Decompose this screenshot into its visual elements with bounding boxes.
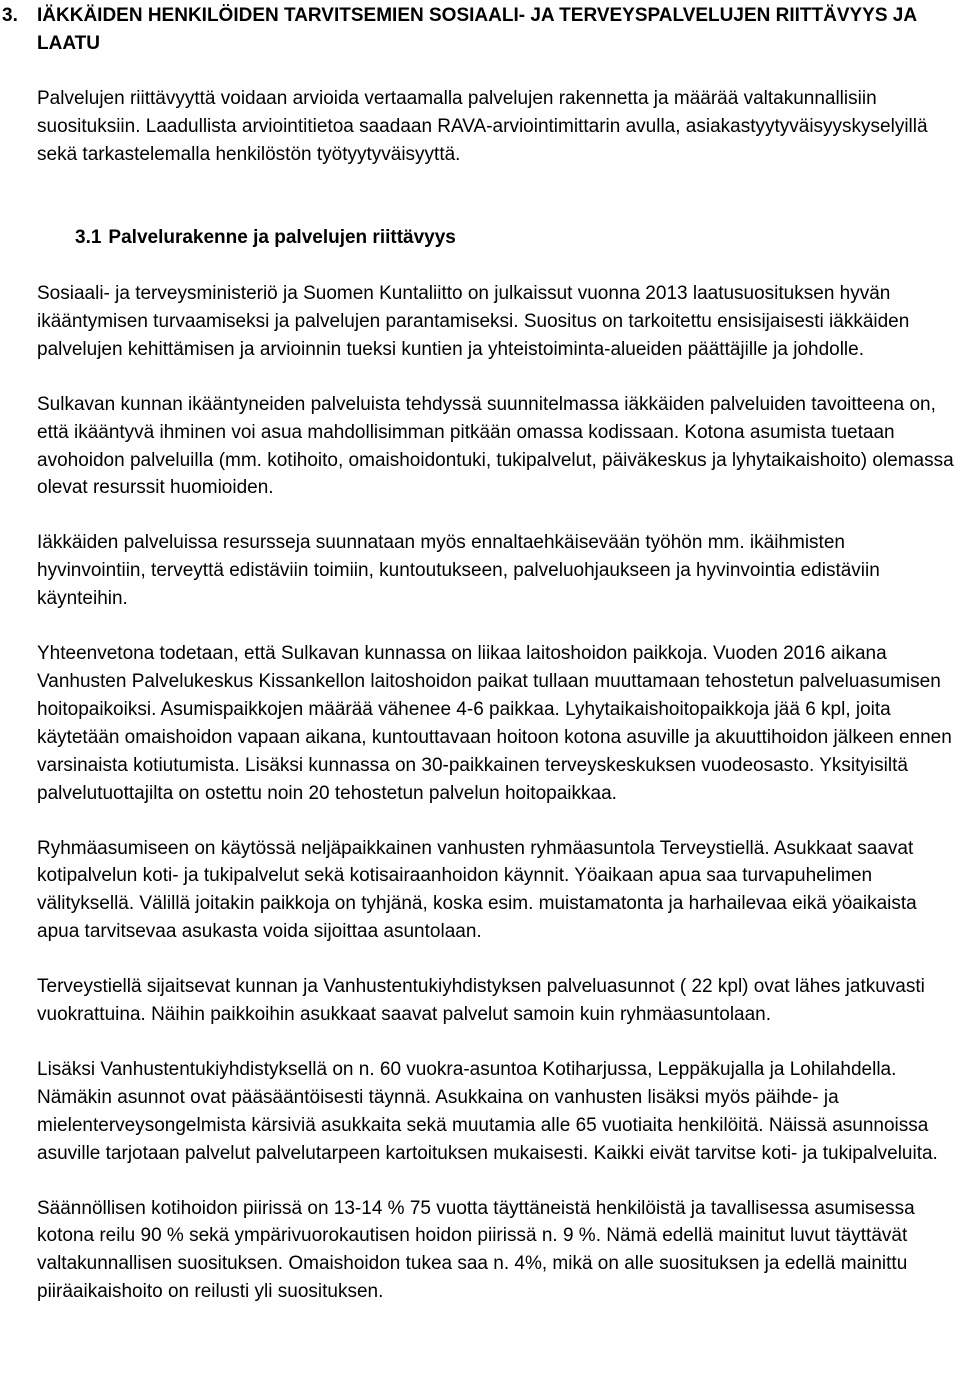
subsection-body [37,280,957,1306]
paragraph: Iäkkäiden palveluissa resursseja suunnataan myös ennaltaehkäisevään työhön mm. ikäihmisten hyvinvointiin, terveyttä edistäviin toimiin, kuntoutukseen, palveluohjaukseen ja hyvinvointia edistäviin käynteihin. [37,532,880,610]
paragraph: Säännöllisen kotihoidon piirissä on 13-14 % 75 vuotta täyttäneistä henkilöistä ja tavallisessa asumisessa kotona reilu 90 % sekä ympärivuorokautisen hoidon piirissä n. 9 %. Nämä edellä mainitut luvut täyttävät valtakunnallisen suosituksen. Omaishoidon tukea saa n. 4%, mikä on alle suosituksen ja edellä mainittu piiräaikaishoito on reilusti yli suosituksen. [37,1197,915,1303]
subsection-number: 3.1 [75,227,102,248]
subsection-title: Palvelurakenne ja palvelujen riittävyys [108,227,456,248]
paragraph: Sulkavan kunnan ikääntyneiden palveluista tehdyssä suunnitelmassa iäkkäiden palveluiden tavoitteena on, että ikääntyvä ihminen voi asua mahdollisimman pitkään omassa kodissaan. Kotona asumista tuetaan avohoidon palveluilla (mm. kotihoito, omaishoidontuki, tukipalvelut, päiväkeskus ja lyhytaikaishoito) olemassa olevat resurssit huomioiden. [37,393,954,499]
section-title: IÄKKÄIDEN HENKILÖIDEN TARVITSEMIEN SOSIAALI- JA TERVEYSPALVELUJEN RIITTÄVYYS JA LAATU [37,5,917,54]
paragraph: Lisäksi Vanhustentukiyhdistyksellä on n. 60 vuokra-asuntoa Kotiharjussa, Leppäkujalla ja Lohilahdella. Nämäkin asunnot ovat pääsääntöisesti täynnä. Asukkaina on vanhusten lisäksi myös päihde- ja mielenterveysongelmista kärsiviä asukkaita sekä muutamia alle 65 vuotiaita henkilöitä. Näissä asunnoissa asuville tarjotaan palvelut palvelutarpeen kartoituksen mukaisesti. Kaikki eivät tarvitse koti- ja tukipalveluita. [37,1058,938,1164]
paragraph: Yhteenvetona todetaan, että Sulkavan kunnassa on liikaa laitoshoidon paikkoja. Vuoden 2016 aikana Vanhusten Palvelukeskus Kissankellon laitoshoidon paikat tullaan muuttamaan tehostetun palveluasumisen hoitopaikoiksi. Asumispaikkojen määrää vähenee 4-6 paikkaa. Lyhytaikaishoitopaikkoja jää 6 kpl, joita käytetään omaishoidon vapaan aikana, kuntouttavaan hoitoon kotona asuville ja akuuttihoidon jälkeen ennen varsinaista kotiutumista. Lisäksi kunnassa on 30-paikkainen terveyskeskuksen vuodeosasto. Yksityisiltä palvelutuottajilta on ostettu noin 20 tehostetun palvelun hoitopaikkaa. [37,643,952,804]
paragraph: Sosiaali- ja terveysministeriö ja Suomen Kuntaliitto on julkaissut vuonna 2013 laatusuosituksen hyvän ikääntymisen turvaamiseksi ja palvelujen parantamiseksi. Suositus on tarkoitettu ensisijaisesti iäkkäiden palvelujen kehittämisen ja arvioinnin tueksi kuntien ja yhteistoiminta-alueiden päättäjille ja johdolle. [37,283,910,360]
subsection-heading [75,224,456,252]
section-intro-paragraph: Palvelujen riittävyyttä voidaan arvioida vertaamalla palvelujen rakennetta ja määrää valtakunnallisiin suosituksiin. Laadullista arviointitietoa saadaan RAVA-arviointimittarin avulla, asiakastyytyväisyyskyselyillä sekä tarkastelemalla henkilöstön työtyytyväisyyttä. [37,88,928,165]
paragraph: Ryhmäasumiseen on käytössä neljäpaikkainen vanhusten ryhmäasuntola Terveystiellä. Asukkaat saavat kotipalvelun koti- ja tukipalvelut sekä kotisairaanhoidon käynnit. Yöaikaan apua saa turvapuhelimen välityksellä. Välillä joitakin paikkoja on tyhjänä, koska esim. muistamatonta ja harhailevaa eikä yöaikaista apua tarvitsevaa asukasta voida sijoittaa asuntolaan. [37,837,917,943]
section-number: 3. [2,5,18,26]
paragraph: Terveystiellä sijaitsevat kunnan ja Vanhustentukiyhdistyksen palveluasunnot ( 22 kpl) ovat lähes jatkuvasti vuokrattuina. Näihin paikkoihin asukkaat saavat palvelut samoin kuin ryhmäasuntolaan. [37,976,925,1026]
section-heading [0,2,950,58]
